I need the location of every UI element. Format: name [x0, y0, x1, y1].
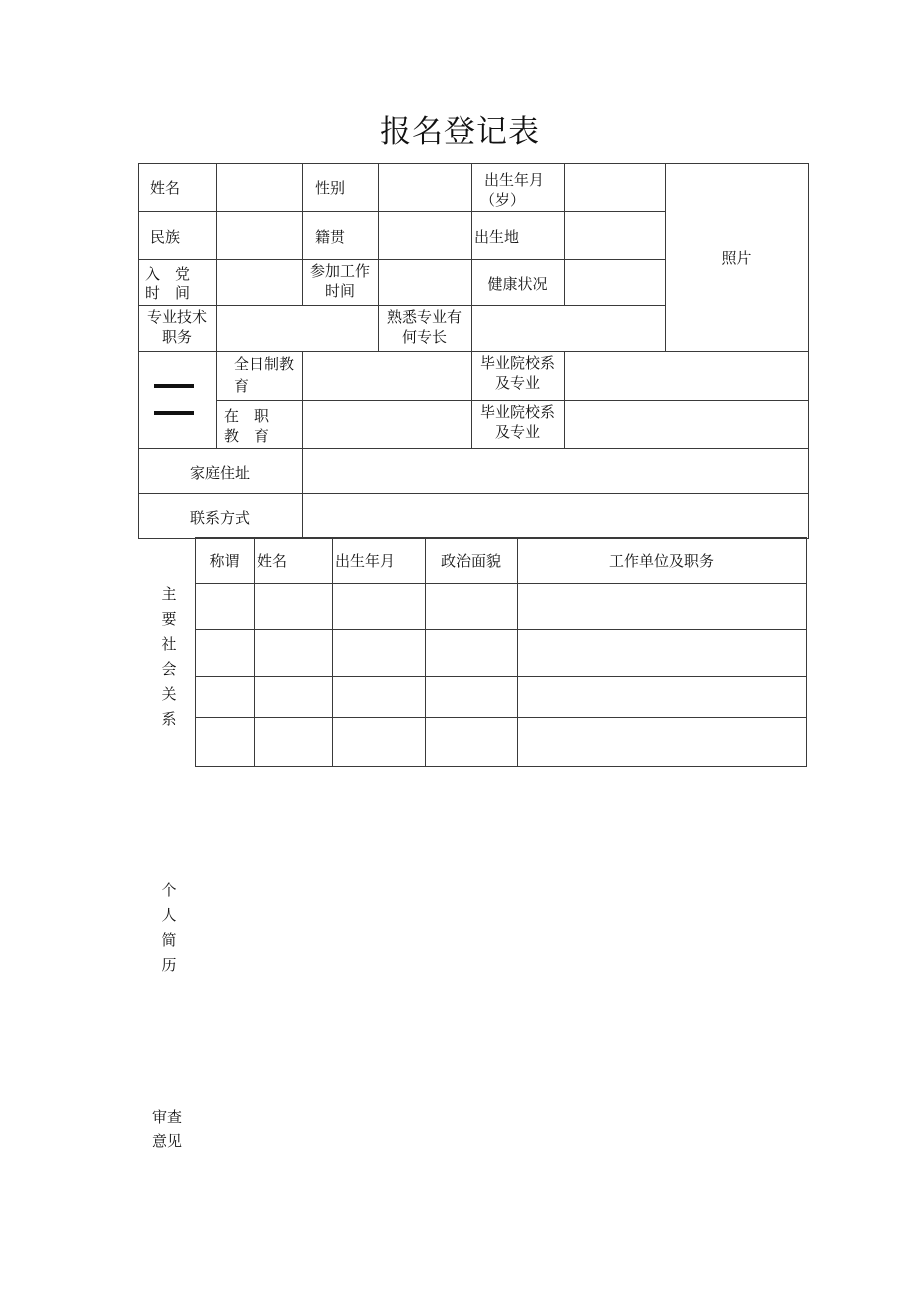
grad-label-1-line2: 及专业	[494, 374, 540, 392]
fulltime-label-line1: 全日制教	[234, 355, 295, 373]
review-label-line1: 审查	[152, 1108, 183, 1126]
family-side-label: 主要社会关系	[161, 585, 177, 728]
party-label-line1: 入 党	[145, 265, 191, 283]
inservice-label-line1: 在 职	[224, 407, 270, 425]
title-label-line1: 专业技术	[146, 308, 207, 326]
title-label-line2: 职务	[161, 328, 192, 346]
specialty-label-line2: 何专长	[401, 328, 447, 346]
work-label-line2: 时间	[324, 282, 355, 300]
birth-label-line1: 出生年月	[484, 171, 545, 189]
review-label-line2: 意见	[152, 1132, 183, 1150]
native-place-label: 籍贯	[315, 228, 346, 246]
specialty-label-line1: 熟悉专业有	[386, 308, 462, 326]
inservice-label-line2: 教 育	[224, 427, 270, 445]
family-header-name: 姓名	[257, 552, 288, 570]
address-label: 家庭住址	[189, 464, 250, 482]
fulltime-label-line2: 育	[234, 377, 250, 395]
ethnicity-label: 民族	[150, 228, 181, 246]
birthplace-label: 出生地	[474, 228, 520, 246]
work-label-line1: 参加工作	[309, 262, 370, 280]
resume-label: 个人简历	[161, 881, 177, 974]
grad-label-2-line2: 及专业	[494, 423, 540, 441]
grad-label-2-line1: 毕业院校系	[479, 403, 555, 421]
party-label-line2: 时 间	[145, 284, 191, 302]
name-label: 姓名	[150, 179, 181, 197]
contact-label: 联系方式	[189, 509, 250, 527]
photo-label: 照片	[721, 249, 752, 267]
page-title: 报名登记表	[380, 114, 540, 150]
family-header-birth: 出生年月	[335, 552, 396, 570]
grad-label-1-line1: 毕业院校系	[479, 354, 555, 372]
family-header-politics: 政治面貌	[440, 552, 501, 570]
health-label: 健康状况	[487, 275, 548, 293]
birth-label-line2: （岁）	[480, 191, 526, 209]
family-header-employer: 工作单位及职务	[608, 552, 714, 570]
gender-label: 性别	[315, 179, 346, 197]
family-header-relation: 称谓	[209, 552, 240, 570]
